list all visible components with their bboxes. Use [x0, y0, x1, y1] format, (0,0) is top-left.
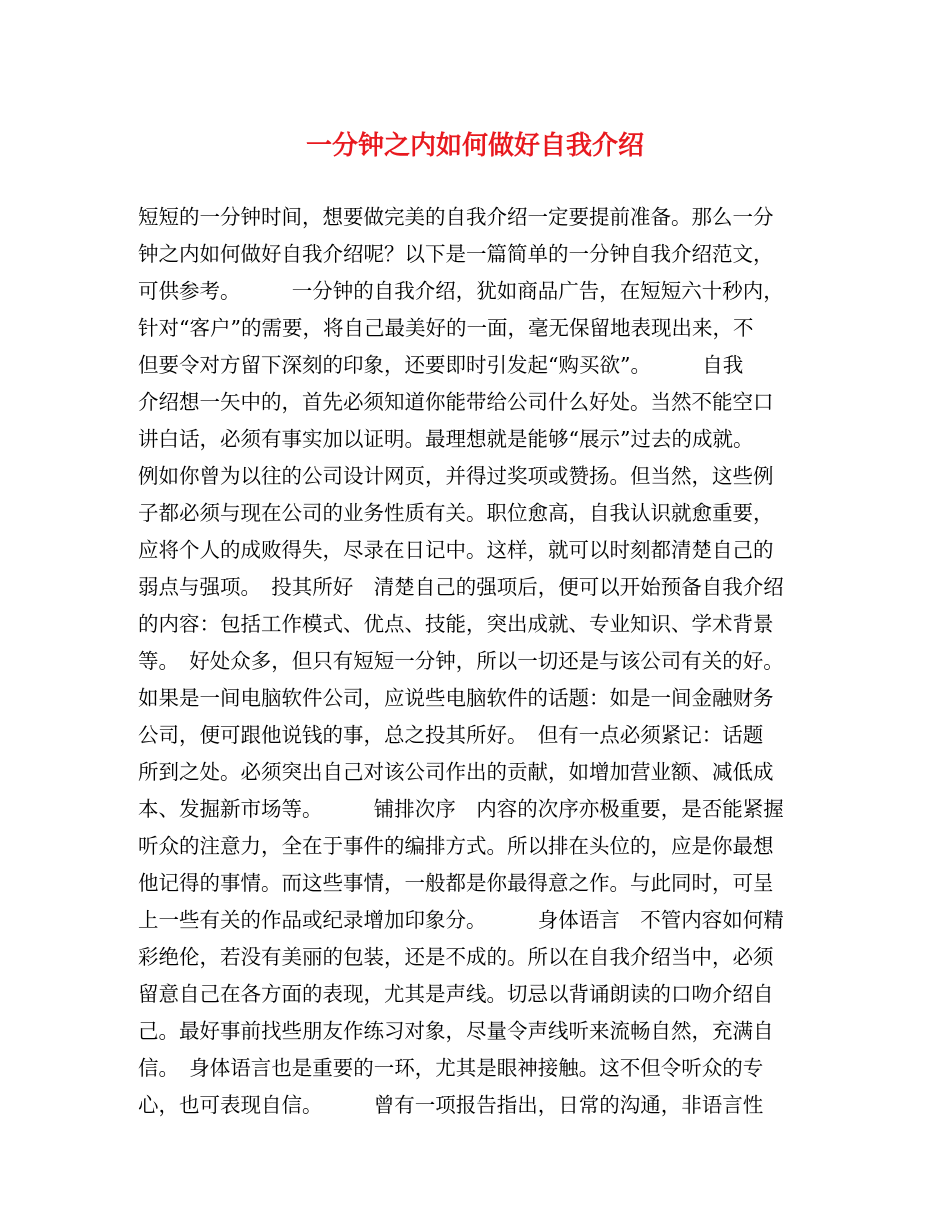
body-line: 心，也可表现自信。 曾有一项报告指出，日常的沟通，非语言性 — [138, 1093, 764, 1117]
body-line: 公司，便可跟他说钱的事，总之投其所好。 但有一点必须紧记：话题 — [138, 723, 764, 747]
body-line: 听众的注意力，全在于事件的编排方式。所以排在头位的，应是你最想 — [138, 834, 774, 858]
body-line: 如果是一间电脑软件公司，应说些电脑软件的话题：如是一间金融财务 — [138, 686, 774, 710]
body-line: 己。最好事前找些朋友作练习对象，尽量令声线听来流畅自然，充满自 — [138, 1019, 774, 1043]
body-line: 本、发掘新市场等。 铺排次序 内容的次序亦极重要，是否能紧握 — [138, 797, 784, 821]
body-line: 信。 身体语言也是重要的一环，尤其是眼神接触。这不但令听众的专 — [138, 1056, 764, 1080]
document-body — [138, 199, 828, 1124]
body-line: 钟之内如何做好自我介绍呢？以下是一篇简单的一分钟自我介绍范文， — [138, 242, 774, 266]
body-line: 针对“客户”的需要，将自己最美好的一面，毫无保留地表现出来，不 — [138, 316, 754, 340]
body-line: 但要令对方留下深刻的印象，还要即时引发起“购买欲”。 自我 — [138, 353, 744, 377]
body-line: 的内容：包括工作模式、优点、技能，突出成就、专业知识、学术背景 — [138, 612, 774, 636]
document-title: 一分钟之内如何做好自我介绍 — [305, 131, 644, 161]
body-line: 上一些有关的作品或纪录增加印象分。 身体语言 不管内容如何精 — [138, 908, 784, 932]
body-line: 应将个人的成败得失，尽录在日记中。这样，就可以时刻都清楚自己的 — [138, 538, 774, 562]
body-line: 所到之处。必须突出自己对该公司作出的贡献，如增加营业额、减低成 — [138, 760, 774, 784]
body-line: 可供参考。 一分钟的自我介绍，犹如商品广告，在短短六十秒内， — [138, 279, 784, 303]
body-line: 短短的一分钟时间，想要做完美的自我介绍一定要提前准备。那么一分 — [138, 205, 774, 229]
body-line: 等。 好处众多，但只有短短一分钟，所以一切还是与该公司有关的好。 — [138, 649, 784, 673]
body-line: 例如你曾为以往的公司设计网页，并得过奖项或赞扬。但当然，这些例 — [138, 464, 774, 488]
body-line: 彩绝伦，若没有美丽的包装，还是不成的。所以在自我介绍当中，必须 — [138, 945, 774, 969]
body-line: 他记得的事情。而这些事情，一般都是你最得意之作。与此同时，可呈 — [138, 871, 774, 895]
body-line: 留意自己在各方面的表现，尤其是声线。切忌以背诵朗读的口吻介绍自 — [138, 982, 774, 1006]
body-line: 子都必须与现在公司的业务性质有关。职位愈高，自我认识就愈重要， — [138, 501, 774, 525]
body-line: 弱点与强项。 投其所好 清楚自己的强项后，便可以开始预备自我介绍 — [138, 575, 784, 599]
body-line: 介绍想一矢中的，首先必须知道你能带给公司什么好处。当然不能空口 — [138, 390, 774, 414]
body-line: 讲白话，必须有事实加以证明。最理想就是能够“展示”过去的成就。 — [138, 427, 754, 451]
